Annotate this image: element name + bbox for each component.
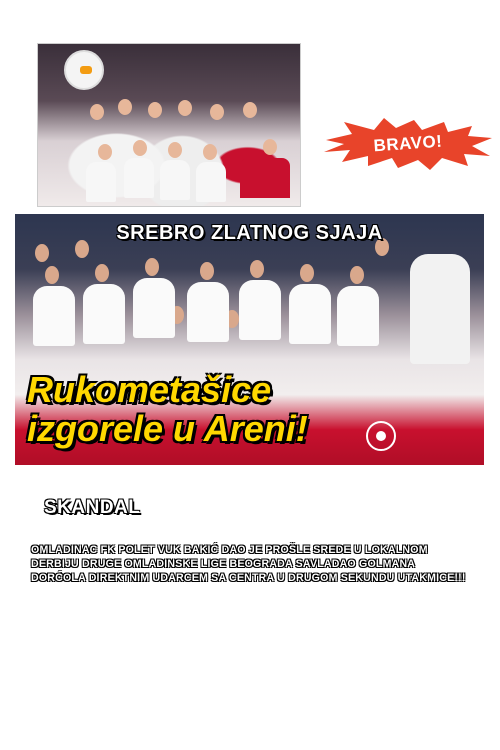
player-shirt — [33, 286, 75, 346]
player-face — [90, 104, 104, 120]
player-shirt — [187, 282, 229, 342]
player-shirt — [133, 278, 175, 338]
player-face — [350, 266, 364, 284]
player-face — [145, 258, 159, 276]
main-team-photo — [15, 214, 484, 465]
skandal-line-3: DORĆOLA DIREKTNIM UDARCEM SA CENTRA U DRUGOM SEKUNDU UTAKMICE!!! — [31, 572, 466, 584]
player-face — [200, 262, 214, 280]
player-shirt — [124, 158, 154, 198]
skandal-title: SKANDAL — [44, 497, 141, 518]
bravo-label: BRAVO! — [372, 131, 443, 156]
player-shirt — [337, 286, 379, 346]
skandal-line-2: DERBIJU DRUGE OMLADINSKE LIGE BEOGRADA SAVLADAO GOLMANA — [31, 558, 416, 570]
player-face — [300, 264, 314, 282]
crowd-face — [35, 244, 49, 262]
headline-line-1: Rukometašice — [27, 369, 272, 410]
player-face — [148, 102, 162, 118]
player-shirt — [86, 162, 116, 202]
player-face — [168, 142, 182, 158]
player-shirt — [160, 160, 190, 200]
overline: SREBRO ZLATNOG SJAJA — [116, 222, 383, 244]
coach-figure — [410, 254, 470, 364]
player-face — [263, 139, 277, 155]
skandal-line-1: OMLADINAC FK POLET VUK BAKIĆ DAO JE PROŠLE SREDE U LOKALNOM — [31, 544, 428, 556]
player-face — [98, 144, 112, 160]
player-face — [133, 140, 147, 156]
player-face — [243, 102, 257, 118]
player-shirt — [196, 162, 226, 202]
player-face — [203, 144, 217, 160]
player-face — [45, 266, 59, 284]
bravo-burst — [322, 118, 494, 170]
coach-red-jacket — [240, 158, 290, 198]
headline — [27, 370, 477, 448]
player-shirt — [289, 284, 331, 344]
mascot-figure — [64, 50, 104, 90]
player-face — [95, 264, 109, 282]
player-shirt — [239, 280, 281, 340]
player-face — [250, 260, 264, 278]
top-team-photo — [37, 43, 301, 207]
headline-line-2: izgorele u Areni! — [27, 408, 308, 449]
player-face — [210, 104, 224, 120]
player-shirt — [83, 284, 125, 344]
skandal-body — [31, 543, 491, 585]
player-face — [118, 99, 132, 115]
player-face — [178, 100, 192, 116]
